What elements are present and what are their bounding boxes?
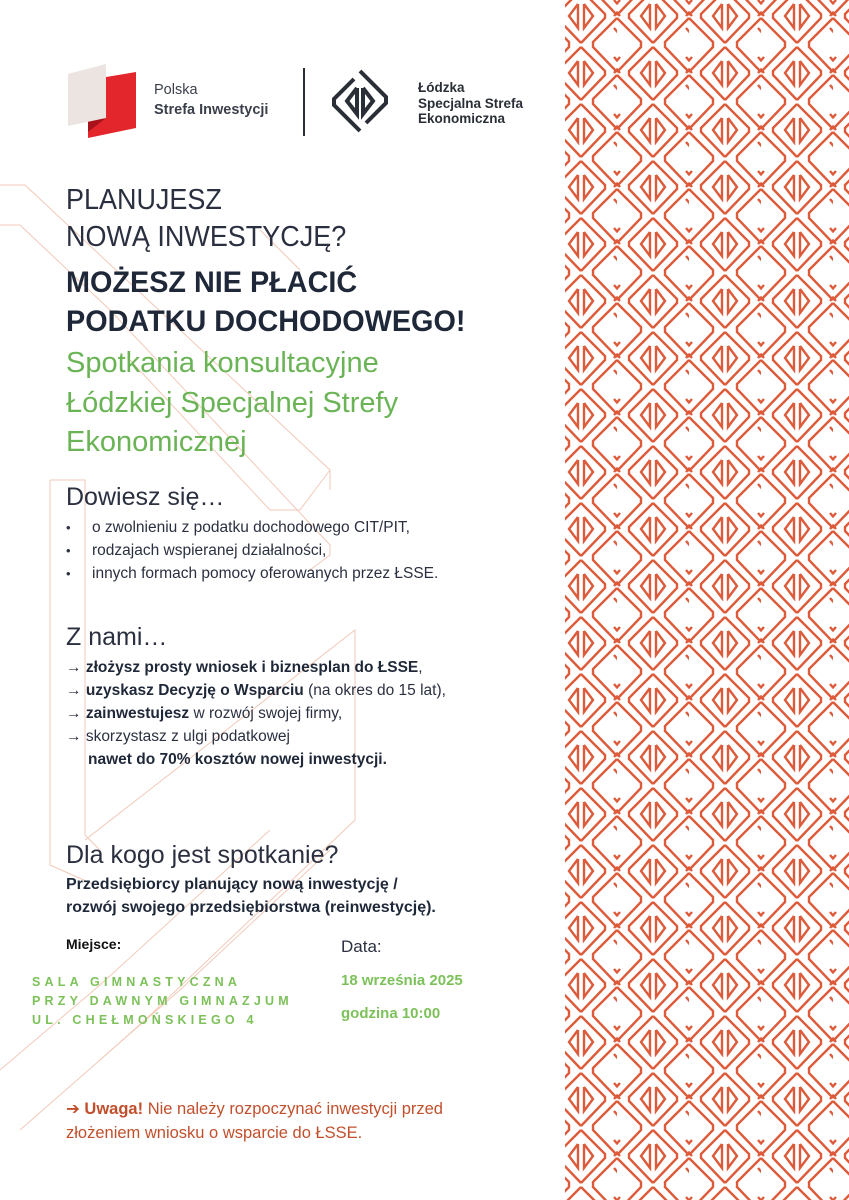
headline-light-1: PLANUJESZ — [66, 184, 222, 216]
bullet-icon: • — [66, 543, 71, 558]
decorative-pattern-panel — [565, 0, 849, 1200]
place-address: SALA GIMNASTYCZNA PRZY DAWNYM GIMNAZJUM UL. CHEŁMOŃSKIEGO 4 — [32, 975, 293, 1027]
with-us-title: Z nami… — [66, 623, 168, 651]
warning-note: ➔ Uwaga! Nie należy rozpoczynać inwestycji przed złożeniem wniosku o wsparcie do ŁSSE. — [66, 1100, 443, 1142]
with-us-item: → złożysz prosty wniosek i biznesplan do ŁSSE, — [66, 659, 423, 676]
lsse-diamond-icon — [330, 68, 390, 134]
bullet-icon: • — [66, 520, 71, 535]
psi-line-2: Strefa Inwestycji — [154, 102, 269, 118]
lsse-pattern-icon — [565, 0, 849, 1200]
arrow-bold-icon: ➔ — [66, 1100, 80, 1118]
lsse-line-2: Specjalna Strefa — [418, 95, 524, 111]
with-us-item: → uzyskasz Decyzję o Wsparciu (na okres do 15 lat), — [66, 682, 446, 699]
headline-light-2: NOWĄ INWESTYCJĘ? — [66, 221, 347, 253]
arrow-right-icon: → — [66, 728, 82, 745]
date-label: Data: — [341, 937, 382, 956]
with-us-item: → zainwestujesz w rozwój swojej firmy, — [66, 705, 343, 722]
headline-bold-1: MOŻESZ NIE PŁACIĆ — [66, 266, 358, 299]
subtitle-green-2: Łódzkiej Specjalnej Strefy — [66, 387, 399, 419]
lsse-line-3: Ekonomiczna — [418, 111, 506, 126]
subtitle-green-3: Ekonomicznej — [66, 426, 247, 458]
arrow-right-icon: → — [66, 705, 82, 722]
learn-item: • o zwolnieniu z podatku dochodowego CIT/PIT, — [66, 516, 438, 539]
logo-divider — [303, 68, 305, 136]
subtitle-green-1: Spotkania konsultacyjne — [66, 347, 379, 379]
date-day: 18 września 2025 — [341, 972, 463, 989]
place-label: Miejsce: — [66, 936, 122, 952]
learn-title: Dowiesz się… — [66, 483, 225, 511]
learn-list — [66, 516, 438, 585]
header-logos — [66, 64, 546, 136]
psi-logo-text — [154, 80, 268, 120]
lsse-logo-text — [418, 80, 523, 127]
learn-item: • innych formach pomocy oferowanych przez ŁSSE. — [66, 562, 438, 585]
learn-item: • rodzajach wspieranej działalności, — [66, 539, 438, 562]
arrow-right-icon: → — [66, 682, 82, 699]
with-us-continuation: nawet do 70% kosztów nowej inwestycji. — [88, 751, 387, 768]
headline-bold-2: PODATKU DOCHODOWEGO! — [66, 305, 466, 338]
psi-line-1: Polska — [154, 82, 198, 98]
audience-text: Przedsiębiorcy planujący nową inwestycję / rozwój swojego przedsiębiorstwa (reinwestycję). — [66, 876, 436, 916]
warning-label: Uwaga! — [84, 1100, 144, 1118]
audience-title: Dla kogo jest spotkanie? — [66, 841, 339, 869]
bullet-icon: • — [66, 566, 71, 581]
with-us-list — [66, 656, 446, 771]
date-time: godzina 10:00 — [341, 1005, 441, 1022]
arrow-right-icon: → — [66, 659, 82, 676]
lsse-line-1: Łódzka — [418, 80, 465, 95]
with-us-item: → skorzystasz z ulgi podatkowej — [66, 728, 290, 745]
psi-flag-icon — [66, 64, 136, 138]
